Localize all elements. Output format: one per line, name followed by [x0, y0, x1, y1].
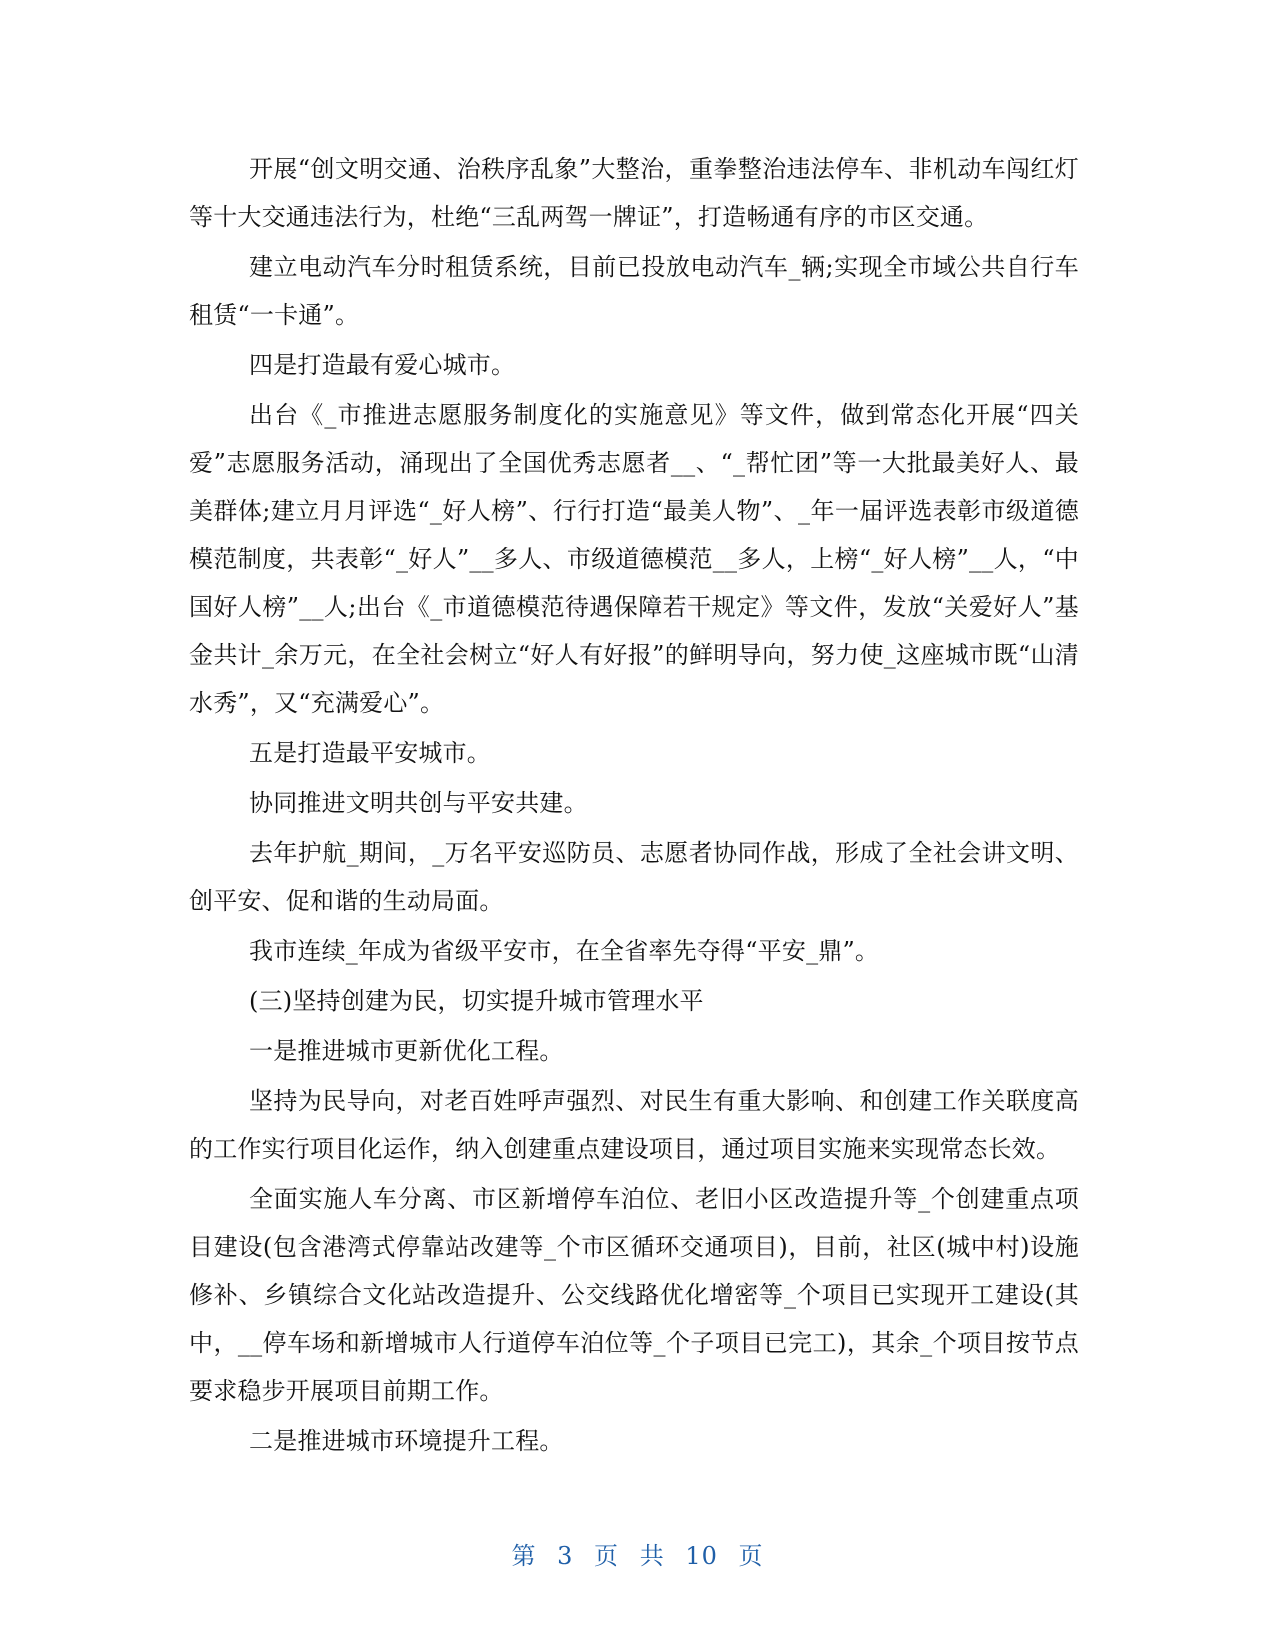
- paragraph: 全面实施人车分离、市区新增停车泊位、老旧小区改造提升等_个创建重点项目建设(包含港湾式停靠站改建等_个市区循环交通项目)，目前，社区(城中村)设施修补、乡镇综合文化站改造提升、公交线路优化增密等_个项目已实现开工建设(其中，__停车场和新增城市人行道停车泊位等_个子项目已完工)，其余_个项目按节点要求稳步开展项目前期工作。: [189, 1185, 1079, 1405]
- page-footer: [0, 1536, 1275, 1571]
- paragraph: 去年护航_期间，_万名平安巡防员、志愿者协同作战，形成了全社会讲文明、创平安、促和谐的生动局面。: [189, 839, 1079, 915]
- footer-suffix: 页: [738, 1542, 764, 1570]
- document-body: [189, 145, 1079, 1467]
- paragraph: 建立电动汽车分时租赁系统，目前已投放电动汽车_辆;实现全市域公共自行车租赁“一卡通”。: [189, 253, 1079, 329]
- section-heading: 二是推进城市环境提升工程。: [249, 1427, 564, 1455]
- paragraph: 开展“创文明交通、治秩序乱象”大整治，重拳整治违法停车、非机动车闯红灯等十大交通违法行为，杜绝“三乱两驾一牌证”，打造畅通有序的市区交通。: [189, 155, 1079, 231]
- section-heading: 四是打造最有爱心城市。: [249, 351, 516, 379]
- section-heading: 五是打造最平安城市。: [249, 739, 491, 767]
- paragraph: 出台《_市推进志愿服务制度化的实施意见》等文件，做到常态化开展“四关爱”志愿服务活动，涌现出了全国优秀志愿者__、“_帮忙团”等一大批最美好人、最美群体;建立月月评选“_好人榜”、行行打造“最美人物”、_年一届评选表彰市级道德模范制度，共表彰“_好人”__多人、市级道德模范__多人，上榜“_好人榜”__人，“中国好人榜”__人;出台《_市道德模范待遇保障若干规定》等文件，发放“关爱好人”基金共计_余万元，在全社会树立“好人有好报”的鲜明导向，努力使_这座城市既“山清水秀”，又“充满爱心”。: [189, 401, 1079, 717]
- footer-page-word: 页: [594, 1542, 620, 1570]
- footer-total-prefix: 共: [639, 1542, 665, 1570]
- paragraph: 我市连续_年成为省级平安市，在全省率先夺得“平安_鼎”。: [249, 937, 880, 965]
- footer-current-page: 3: [557, 1542, 574, 1570]
- section-heading: 一是推进城市更新优化工程。: [249, 1037, 564, 1065]
- footer-prefix: 第: [511, 1542, 537, 1570]
- paragraph: 坚持为民导向，对老百姓呼声强烈、对民生有重大影响、和创建工作关联度高的工作实行项目化运作，纳入创建重点建设项目，通过项目实施来实现常态长效。: [189, 1087, 1079, 1163]
- section-heading: (三)坚持创建为民，切实提升城市管理水平: [249, 987, 704, 1015]
- footer-total-pages: 10: [685, 1542, 718, 1570]
- paragraph: 协同推进文明共创与平安共建。: [249, 789, 588, 817]
